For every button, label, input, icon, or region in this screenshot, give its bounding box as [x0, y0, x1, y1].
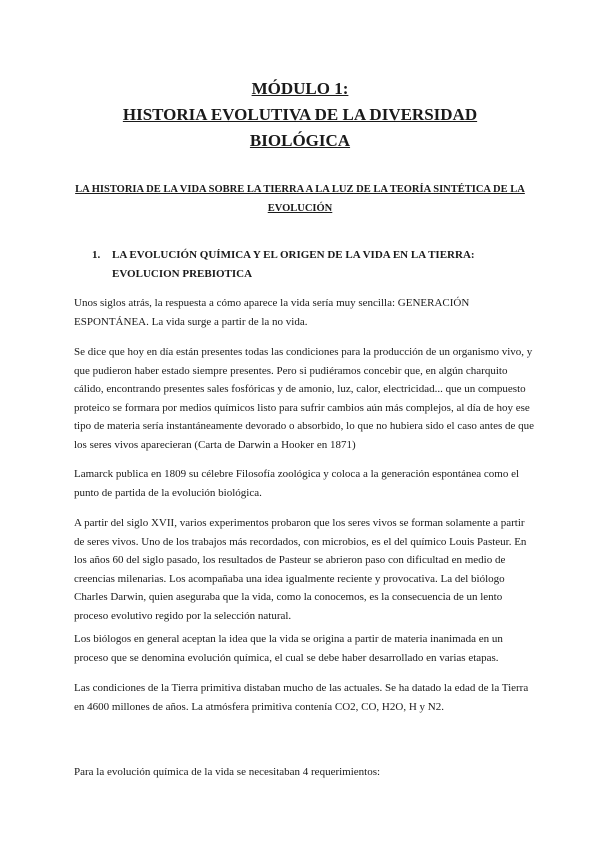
module-title: MÓDULO 1:: [251, 79, 349, 98]
paragraph-7: Para la evolución química de la vida se necesitaban 4 requerimientos:: [74, 766, 381, 778]
module-title-line-3: BIOLÓGICA: [249, 131, 351, 150]
paragraph-4: A partir del siglo XVII, varios experimentos probaron que los seres vivos se forman solamente a partir de seres vivos. Uno de los trabajos más recordados, con microbios, es el del químico Louis Pasteur. En los años 60 del siglo pasado, los resultados de Pasteur se abrieron paso con dificultad en medio de creencias milenarias. Los acompañaba una idea igualmente reciente y provocativa. La del biólogo Charles Darwin, quien aseguraba que la vida, como la conocemos, es la consecuencia de un lento proceso evolutivo regido por la selección natural.: [74, 517, 527, 622]
paragraph-6: Las condiciones de la Tierra primitiva distaban mucho de las actuales. Se ha datado la edad de la Tierra en 4600 millones de años. La atmósfera primitiva contenía CO2, CO, H2O, H y N2.: [74, 682, 529, 713]
module-title-line-2: HISTORIA EVOLUTIVA DE LA DIVERSIDAD: [122, 105, 478, 124]
document-subtitle: LA HISTORIA DE LA VIDA SOBRE LA TIERRA A LA LUZ DE LA TEORÍA SINTÉTICA DE LA EVOLUCIÓN: [75, 184, 525, 214]
paragraph-5: Los biólogos en general aceptan la idea que la vida se origina a partir de materia inanimada en un proceso que se denomina evolución química, el cual se debe haber desarrollado en varias etapas.: [74, 633, 503, 664]
section-number: 1.: [92, 249, 101, 261]
paragraph-1: Unos siglos atrás, la respuesta a cómo aparece la vida sería muy sencilla: GENERACIÓN ESPONTÁNEA. La vida surge a partir de la no vida.: [74, 297, 470, 328]
paragraph-2: Se dice que hoy en día están presentes todas las condiciones para la producción de un organismo vivo, y que pudieron haber estado siempre presentes. Pero si pudiéramos concebir que, en algún charquito cálido, encontrando presentes sales fosfóricas y de amonio, luz, calor, electricidad... que un compuesto proteico se formara por medios químicos listo para sufrir cambios aún más complejos, al día de hoy ese tipo de materia sería instantáneamente devorado o absorbido, lo que no hubiera sido el caso antes de que los seres vivos aparecieran (Carta de Darwin a Hooker en 1871): [74, 346, 535, 451]
paragraph-3: Lamarck publica en 1809 su célebre Filosofía zoológica y coloca a la generación espontánea como el punto de partida de la evolución biológica.: [74, 468, 520, 499]
section-heading: LA EVOLUCIÓN QUÍMICA Y EL ORIGEN DE LA VIDA EN LA TIERRA: EVOLUCION PREBIOTICA: [112, 249, 475, 280]
